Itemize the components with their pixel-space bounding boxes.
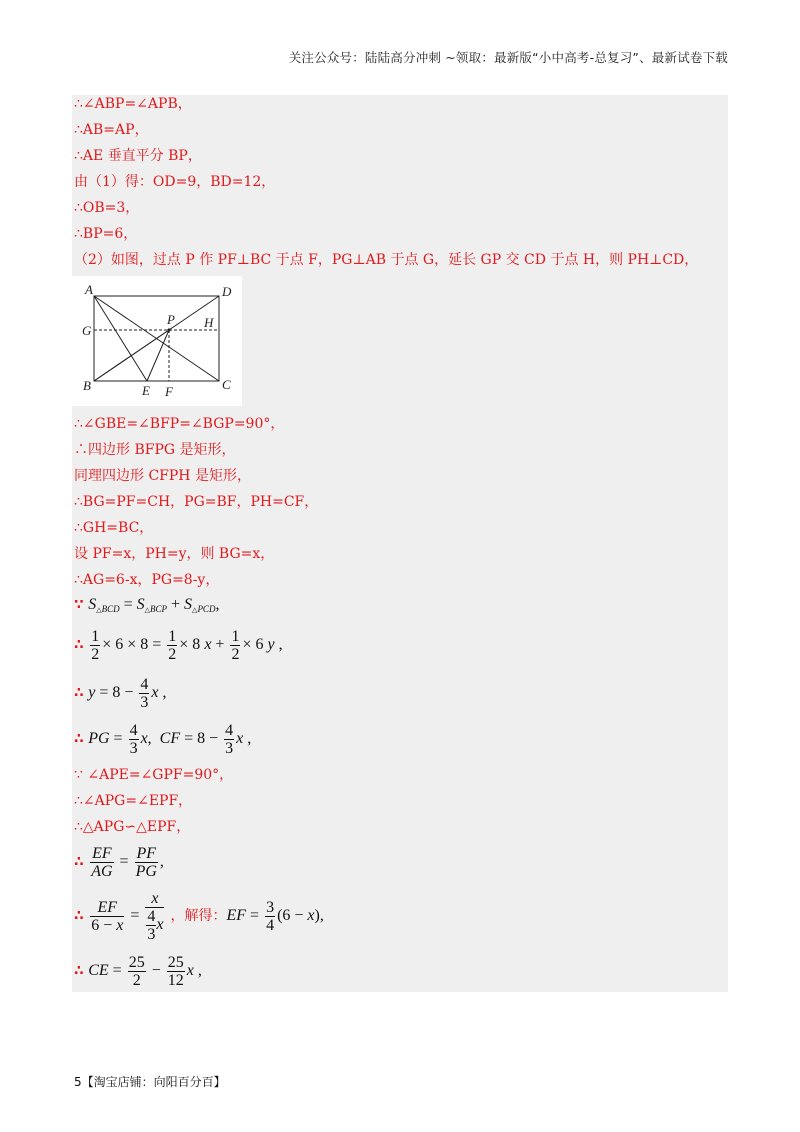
solution-line: ∴AG=6-x，PG=8-y， [74, 572, 220, 588]
label-p: P [167, 312, 175, 327]
label-b: B [83, 378, 91, 393]
solution-line: 设 PF=x，PH=y，则 BG=x， [74, 546, 275, 562]
geometry-figure [72, 276, 242, 406]
ce-expression: ∴ CE = $\frac{25}{2}$ − $\frac{25}{12}$ x , [74, 953, 202, 989]
solution-line: （2）如图，过点 P 作 PF⊥BC 于点 F，PG⊥AB 于点 G，延长 GP 交 CD 于点 H，则 PH⊥CD， [74, 252, 699, 268]
solution-block [72, 95, 728, 992]
solution-line: 同理四边形 CFPH 是矩形， [74, 468, 251, 484]
pg-cf-expression: ∴ PG = $\frac{4}{3}$ x, CF = 8 − $\frac{4}{3}$ x , [74, 721, 252, 757]
rectangle-diagram [72, 276, 242, 406]
solution-line: ∴四边形 BFPG 是矩形， [74, 442, 236, 458]
solution-line: ∴∠ABP=∠APB， [74, 96, 192, 112]
solution-line: 由（1）得：OD=9，BD=12， [74, 174, 276, 190]
solution-line: ∴GH=BC， [74, 520, 154, 536]
label-g: G [82, 323, 92, 338]
solution-line: ∴AB=AP， [74, 122, 149, 138]
label-a: A [85, 282, 93, 297]
page-footer [74, 1073, 226, 1090]
solution-line: ∴OB=3， [74, 200, 140, 216]
area-expansion: ∴ $\frac{1}{2}$ × 6 × 8 = $\frac{1}{2}$ × 8 x + $\frac{1}{2}$ × 6 y , [74, 627, 283, 663]
solution-line: ∴△APG∽△EPF， [74, 819, 191, 835]
area-equation: ∵ $S\triangle_{BCD}$ = $S\triangle_{BCP}$ + $S\triangle_{PCD}$, [74, 596, 220, 614]
label-h: H [204, 315, 214, 330]
ratio-equation: ∴ $\frac{EF}{AG}$ = $\frac{PF}{PG}$ , [74, 844, 164, 880]
page-header: 关注公众号：陆陆高分冲刺 ~领取：最新版“小中高考-总复习”、最新试卷下载 [288, 50, 728, 65]
solution-line: ∴BG=PF=CH，PG=BF，PH=CF， [74, 494, 319, 510]
solution-line: ∵ ∠APE=∠GPF=90°， [74, 767, 234, 783]
solution-line: ∴BP=6， [74, 226, 138, 242]
solution-line: ∴∠GBE=∠BFP=∠BGP=90°， [74, 416, 285, 432]
point-p [167, 328, 170, 331]
solution-line: ∴∠APG=∠EPF， [74, 793, 193, 809]
line-ae [94, 296, 147, 381]
page-number: 5 [74, 1075, 82, 1089]
label-e: E [142, 383, 150, 398]
y-expression: ∴ y = 8 − $\frac{4}{3}$ x , [74, 675, 167, 711]
label-d: D [222, 284, 232, 299]
ef-solution: ∴ $\frac{EF}{6 - x}$ = x $\frac{4}{3}$ x ，解得：EF = $\frac{3}{4}$ (6 − x), [74, 889, 324, 943]
solve-label: ，解得： [170, 908, 227, 924]
shop-label: 【淘宝店铺：向阳百分百】 [81, 1075, 226, 1089]
solution-line: ∴AE 垂直平分 BP， [74, 148, 202, 164]
label-c: C [222, 377, 231, 392]
label-f: F [165, 384, 173, 399]
